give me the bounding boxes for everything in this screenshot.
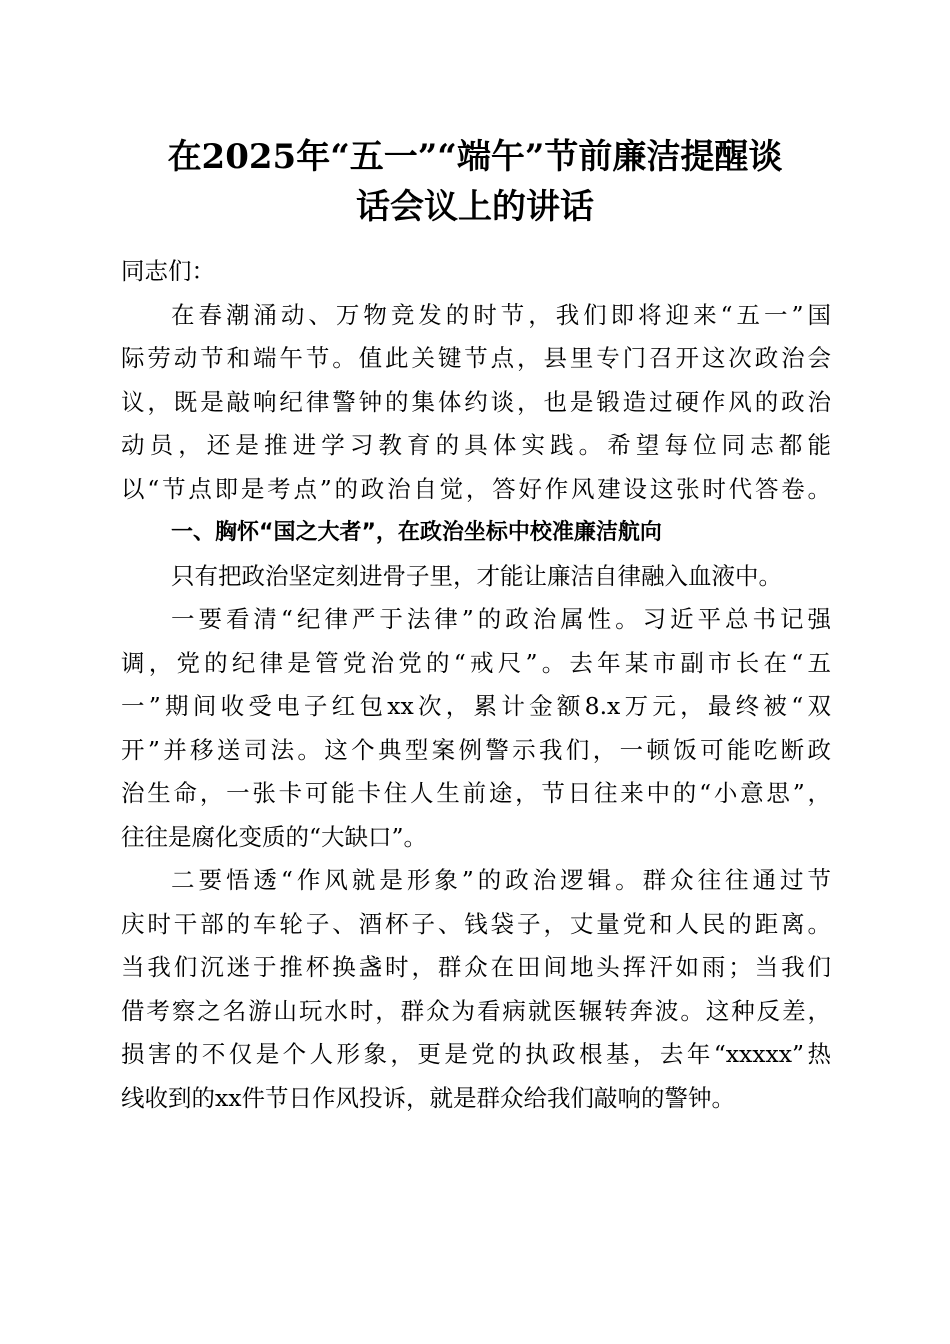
paragraph-line: 一”期间收受电子红包xx次，累计金额8.x万元，最终被“双 (121, 692, 831, 720)
point-two-paragraph (121, 859, 831, 1120)
title-line-2: 话会议上的讲话 (356, 187, 594, 227)
paragraph-line: 动员，还是推进学习教育的具体实践。希望每位同志都能 (121, 431, 831, 459)
title-line-1: 在2025年“五一”“端午”节前廉洁提醒谈 (167, 137, 783, 177)
paragraph-line: 在春潮涌动、万物竞发的时节，我们即将迎来“五一”国 (171, 300, 831, 329)
paragraph-line: 际劳动节和端午节。值此关键节点，县里专门召开这次政治会 (121, 344, 831, 372)
paragraph-line: 庆时干部的车轮子、酒杯子、钱袋子，丈量党和人民的距离。 (121, 909, 831, 938)
paragraph-line: 治生命，一张卡可能卡住人生前途，节日往来中的“小意思”， (121, 779, 831, 807)
paragraph-line: 损害的不仅是个人形象，更是党的执政根基，去年“xxxxx”热 (121, 1040, 831, 1068)
paragraph-line: 开”并移送司法。这个典型案例警示我们，一顿饭可能吃断政 (121, 735, 831, 764)
paragraph-line: 当我们沉迷于推杯换盏时，群众在田间地头挥汗如雨；当我们 (121, 953, 831, 981)
section-lead-paragraph: 只有把政治坚定刻进骨子里，才能让廉洁自律融入血液中。 (171, 561, 782, 590)
section-heading: 一、胸怀“国之大者”，在政治坐标中校准廉洁航向 (171, 520, 662, 545)
paragraph-line: 线收到的xx件节日作风投诉，就是群众给我们敲响的警钟。 (121, 1083, 736, 1112)
document-body (121, 250, 831, 1120)
document-title (100, 132, 850, 232)
paragraph-line: 议，既是敲响纪律警钟的集体约谈，也是锻造过硬作风的政治 (121, 387, 831, 416)
salutation: 同志们： (121, 257, 215, 285)
paragraph-line: 以“节点即是考点”的政治自觉，答好作风建设这张时代答卷。 (121, 474, 831, 503)
paragraph-line: 往往是腐化变质的“大缺口”。 (121, 822, 428, 851)
paragraph-line: 调，党的纪律是管党治党的“戒尺”。去年某市副市长在“五 (121, 648, 831, 677)
paragraph-line: 一要看清“纪律严于法律”的政治属性。习近平总书记强 (171, 605, 831, 633)
paragraph-line: 二要悟透“作风就是形象”的政治逻辑。群众往往通过节 (171, 866, 831, 894)
intro-paragraph (121, 294, 831, 512)
paragraph-line: 借考察之名游山玩水时，群众为看病就医辗转奔波。这种反差， (121, 996, 831, 1025)
point-one-paragraph (121, 598, 831, 859)
